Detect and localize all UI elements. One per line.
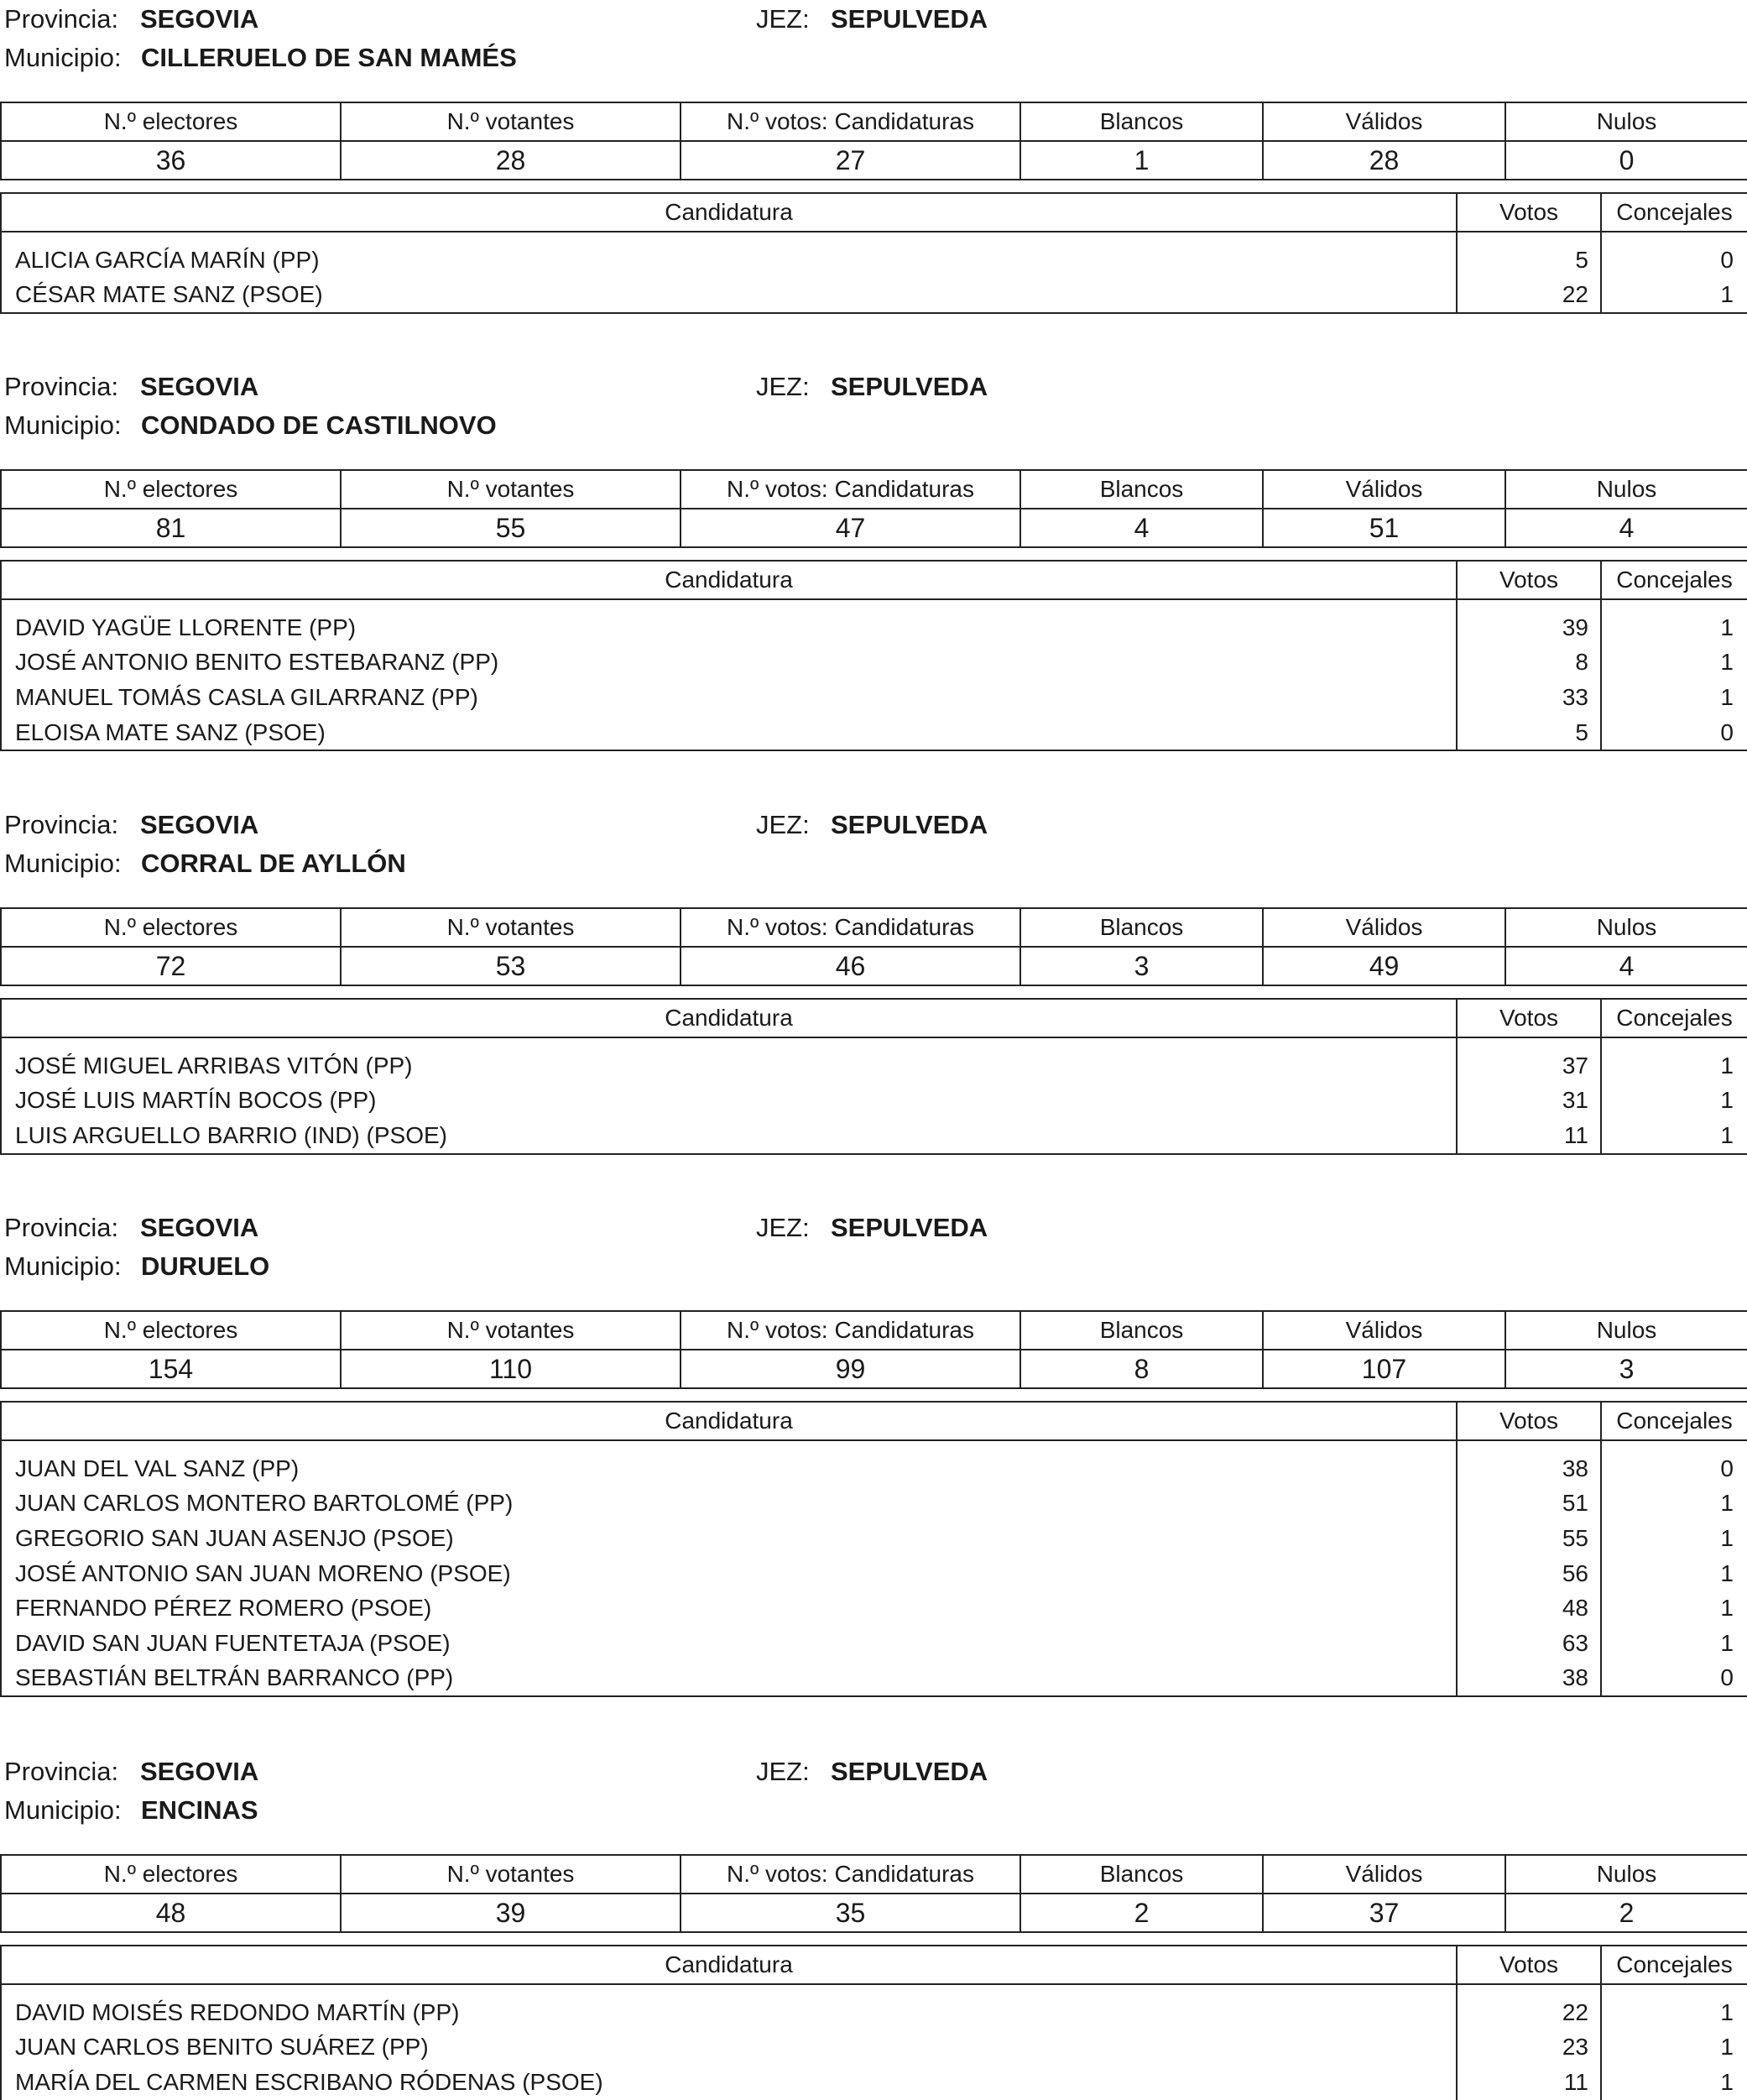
municipio-value: DURUELO (141, 1251, 270, 1281)
candidate-concejales: 0 (1601, 232, 1747, 278)
votantes-header: N.º votantes (341, 102, 681, 141)
candidate-name: JUAN CARLOS MONTERO BARTOLOMÉ (PP) (1, 1486, 1457, 1522)
nulos-header: Nulos (1505, 1855, 1747, 1894)
candidate-name: ELOISA MATE SANZ (PSOE) (1, 715, 1457, 751)
municipio-label: Municipio: (4, 849, 122, 878)
electores-value: 36 (1, 141, 341, 180)
municipio-label: Municipio: (4, 410, 122, 440)
candidates-table (0, 998, 1747, 1155)
votos_candidaturas-header: N.º votos: Candidaturas (681, 470, 1020, 509)
municipio-value: CONDADO DE CASTILNOVO (141, 410, 497, 440)
candidate-votes: 5 (1457, 715, 1601, 751)
candidate-votes: 11 (1457, 1118, 1601, 1154)
candidate-row (1, 2030, 1747, 2066)
candidates-table (0, 1945, 1747, 2100)
votos-header: Votos (1457, 561, 1601, 599)
candidates-header-row (1, 999, 1747, 1037)
municipio-label: Municipio: (4, 43, 122, 72)
provincia-value: SEGOVIA (140, 810, 259, 839)
candidatura-header: Candidatura (1, 1946, 1457, 1984)
votos_candidaturas-header: N.º votos: Candidaturas (681, 102, 1020, 141)
validos-value: 107 (1263, 1350, 1505, 1388)
nulos-value: 2 (1505, 1894, 1747, 1932)
summary-value-row (1, 509, 1747, 547)
summary-header-row (1, 470, 1747, 509)
nulos-header: Nulos (1505, 102, 1747, 141)
electores-header: N.º electores (1, 1855, 341, 1894)
candidate-votes: 8 (1457, 645, 1601, 681)
candidate-votes: 38 (1457, 1440, 1601, 1486)
electores-value: 72 (1, 947, 341, 985)
summary-value-row (1, 1350, 1747, 1388)
validos-value: 37 (1263, 1894, 1505, 1932)
candidate-row (1, 278, 1747, 314)
votantes-value: 53 (341, 947, 681, 985)
municipio-label: Municipio: (4, 1251, 122, 1281)
candidate-name: JUAN CARLOS BENITO SUÁREZ (PP) (1, 2030, 1457, 2066)
municipio-label: Municipio: (4, 1795, 122, 1825)
blancos-header: Blancos (1020, 470, 1263, 509)
validos-header: Válidos (1263, 102, 1505, 141)
votantes-header: N.º votantes (341, 1855, 681, 1894)
jez-value: SEPULVEDA (831, 1757, 988, 1786)
candidate-row (1, 1984, 1747, 2030)
candidates-header-row (1, 1946, 1747, 1984)
candidate-votes: 5 (1457, 232, 1601, 278)
candidate-votes: 56 (1457, 1556, 1601, 1591)
candidate-concejales: 1 (1601, 1591, 1747, 1626)
votos_candidaturas-value: 27 (681, 141, 1020, 180)
candidate-votes: 55 (1457, 1521, 1601, 1556)
candidatura-header: Candidatura (1, 999, 1457, 1037)
candidate-row (1, 599, 1747, 645)
section-header-provincia (0, 0, 1747, 39)
blancos-header: Blancos (1020, 908, 1263, 947)
candidatura-header: Candidatura (1, 561, 1457, 599)
validos-header: Válidos (1263, 470, 1505, 509)
candidate-concejales: 1 (1601, 2030, 1747, 2066)
summary-header-row (1, 1311, 1747, 1350)
electores-header: N.º electores (1, 470, 341, 509)
votos_candidaturas-header: N.º votos: Candidaturas (681, 908, 1020, 947)
votos-header: Votos (1457, 999, 1601, 1037)
candidate-row (1, 680, 1747, 715)
blancos-value: 8 (1020, 1350, 1263, 1388)
jez-value: SEPULVEDA (831, 372, 988, 401)
votos-header: Votos (1457, 193, 1601, 232)
candidatura-header: Candidatura (1, 1402, 1457, 1440)
summary-header-row (1, 1855, 1747, 1894)
candidate-row (1, 232, 1747, 278)
jez-value: SEPULVEDA (831, 810, 988, 839)
provincia-value: SEGOVIA (140, 4, 259, 34)
candidate-name: ALICIA GARCÍA MARÍN (PP) (1, 232, 1457, 278)
provincia-value: SEGOVIA (140, 372, 259, 401)
candidate-name: FERNANDO PÉREZ ROMERO (PSOE) (1, 1591, 1457, 1626)
candidate-concejales: 1 (1601, 278, 1747, 314)
votos_candidaturas-value: 47 (681, 509, 1020, 547)
votos_candidaturas-value: 35 (681, 1894, 1020, 1932)
candidate-concejales: 1 (1601, 599, 1747, 645)
nulos-value: 4 (1505, 509, 1747, 547)
electores-value: 48 (1, 1894, 341, 1932)
candidate-votes: 51 (1457, 1486, 1601, 1522)
candidate-votes: 37 (1457, 1037, 1601, 1084)
candidate-row (1, 1556, 1747, 1591)
votos-header: Votos (1457, 1402, 1601, 1440)
provincia-label: Provincia: (4, 372, 119, 401)
candidate-row (1, 1661, 1747, 1697)
candidates-table (0, 1401, 1747, 1697)
blancos-value: 1 (1020, 141, 1263, 180)
candidate-votes: 22 (1457, 278, 1601, 314)
candidate-concejales: 1 (1601, 1486, 1747, 1522)
blancos-value: 3 (1020, 947, 1263, 985)
votantes-value: 28 (341, 141, 681, 180)
candidate-row (1, 1521, 1747, 1556)
jez-value: SEPULVEDA (831, 4, 988, 34)
candidate-votes: 38 (1457, 1661, 1601, 1697)
provincia-value: SEGOVIA (140, 1213, 259, 1242)
concejales-header: Concejales (1601, 999, 1747, 1037)
validos-header: Válidos (1263, 1855, 1505, 1894)
provincia-label: Provincia: (4, 1213, 119, 1242)
candidate-votes: 63 (1457, 1626, 1601, 1661)
concejales-header: Concejales (1601, 561, 1747, 599)
candidate-row (1, 715, 1747, 751)
candidate-votes: 33 (1457, 680, 1601, 715)
electores-header: N.º electores (1, 1311, 341, 1350)
candidate-name: JOSÉ MIGUEL ARRIBAS VITÓN (PP) (1, 1037, 1457, 1084)
validos-value: 28 (1263, 141, 1505, 180)
votos_candidaturas-header: N.º votos: Candidaturas (681, 1311, 1020, 1350)
candidate-name: CÉSAR MATE SANZ (PSOE) (1, 278, 1457, 314)
provincia-value: SEGOVIA (140, 1757, 259, 1786)
electores-header: N.º electores (1, 102, 341, 141)
candidate-votes: 22 (1457, 1984, 1601, 2030)
candidate-concejales: 0 (1601, 1661, 1747, 1697)
section-header-provincia (0, 806, 1747, 844)
nulos-value: 3 (1505, 1350, 1747, 1388)
blancos-value: 2 (1020, 1894, 1263, 1932)
votos_candidaturas-value: 46 (681, 947, 1020, 985)
candidate-concejales: 0 (1601, 1440, 1747, 1486)
municipio-value: CILLERUELO DE SAN MAMÉS (141, 43, 517, 72)
candidate-name: DAVID YAGÜE LLORENTE (PP) (1, 599, 1457, 645)
validos-header: Válidos (1263, 1311, 1505, 1350)
candidate-row (1, 1626, 1747, 1661)
candidate-row (1, 645, 1747, 681)
validos-value: 49 (1263, 947, 1505, 985)
summary-value-row (1, 1894, 1747, 1932)
candidatura-header: Candidatura (1, 193, 1457, 232)
validos-value: 51 (1263, 509, 1505, 547)
candidate-row (1, 1440, 1747, 1486)
vote-summary-table (0, 907, 1747, 986)
electores-value: 81 (1, 509, 341, 547)
candidate-row (1, 1084, 1747, 1119)
section-header-municipio (0, 406, 1747, 445)
municipio-value: CORRAL DE AYLLÓN (141, 849, 406, 878)
electores-value: 154 (1, 1350, 341, 1388)
candidate-votes: 31 (1457, 1084, 1601, 1119)
concejales-header: Concejales (1601, 1946, 1747, 1984)
candidate-name: LUIS ARGUELLO BARRIO (IND) (PSOE) (1, 1118, 1457, 1154)
candidate-name: JOSÉ ANTONIO BENITO ESTEBARANZ (PP) (1, 645, 1457, 681)
electores-header: N.º electores (1, 908, 341, 947)
provincia-label: Provincia: (4, 1757, 119, 1786)
candidate-name: GREGORIO SAN JUAN ASENJO (PSOE) (1, 1521, 1457, 1556)
summary-header-row (1, 908, 1747, 947)
candidates-table (0, 560, 1747, 751)
section-header-provincia (0, 1753, 1747, 1791)
nulos-header: Nulos (1505, 1311, 1747, 1350)
votantes-value: 39 (341, 1894, 681, 1932)
jez-label: JEZ: (756, 810, 810, 839)
candidate-name: MARÍA DEL CARMEN ESCRIBANO RÓDENAS (PSOE) (1, 2065, 1457, 2100)
candidate-row (1, 1486, 1747, 1522)
section-header-provincia (0, 1209, 1747, 1247)
candidates-header-row (1, 193, 1747, 232)
candidate-votes: 11 (1457, 2065, 1601, 2100)
candidate-row (1, 2065, 1747, 2100)
candidate-concejales: 1 (1601, 1984, 1747, 2030)
nulos-header: Nulos (1505, 908, 1747, 947)
candidate-name: MANUEL TOMÁS CASLA GILARRANZ (PP) (1, 680, 1457, 715)
candidate-concejales: 1 (1601, 2065, 1747, 2100)
blancos-header: Blancos (1020, 102, 1263, 141)
candidate-row (1, 1037, 1747, 1084)
validos-header: Válidos (1263, 908, 1505, 947)
jez-label: JEZ: (756, 1213, 810, 1242)
blancos-header: Blancos (1020, 1311, 1263, 1350)
nulos-header: Nulos (1505, 470, 1747, 509)
votantes-value: 110 (341, 1350, 681, 1388)
section-header-municipio (0, 844, 1747, 883)
vote-summary-table (0, 469, 1747, 548)
candidate-votes: 48 (1457, 1591, 1601, 1626)
candidate-concejales: 1 (1601, 645, 1747, 681)
votos_candidaturas-header: N.º votos: Candidaturas (681, 1855, 1020, 1894)
votos-header: Votos (1457, 1946, 1601, 1984)
jez-value: SEPULVEDA (831, 1213, 988, 1242)
candidate-row (1, 1591, 1747, 1626)
candidate-concejales: 1 (1601, 1626, 1747, 1661)
summary-value-row (1, 141, 1747, 180)
vote-summary-table (0, 1310, 1747, 1389)
summary-header-row (1, 102, 1747, 141)
provincia-label: Provincia: (4, 810, 119, 839)
candidate-concejales: 1 (1601, 1037, 1747, 1084)
section-header-municipio (0, 1247, 1747, 1286)
candidate-concejales: 1 (1601, 1556, 1747, 1591)
provincia-label: Provincia: (4, 4, 119, 34)
nulos-value: 0 (1505, 141, 1747, 180)
votos_candidaturas-value: 99 (681, 1350, 1020, 1388)
candidate-votes: 39 (1457, 599, 1601, 645)
votantes-header: N.º votantes (341, 470, 681, 509)
vote-summary-table (0, 102, 1747, 180)
municipio-value: ENCINAS (141, 1795, 258, 1825)
candidate-concejales: 1 (1601, 680, 1747, 715)
vote-summary-table (0, 1854, 1747, 1933)
section-header-provincia (0, 368, 1747, 406)
jez-label: JEZ: (756, 372, 810, 401)
candidate-concejales: 1 (1601, 1084, 1747, 1119)
jez-label: JEZ: (756, 1757, 810, 1786)
candidate-concejales: 1 (1601, 1521, 1747, 1556)
blancos-header: Blancos (1020, 1855, 1263, 1894)
concejales-header: Concejales (1601, 193, 1747, 232)
candidate-name: JOSÉ LUIS MARTÍN BOCOS (PP) (1, 1084, 1457, 1119)
jez-label: JEZ: (756, 4, 810, 34)
votantes-value: 55 (341, 509, 681, 547)
summary-value-row (1, 947, 1747, 985)
section-header-municipio (0, 39, 1747, 77)
votantes-header: N.º votantes (341, 1311, 681, 1350)
candidate-row (1, 1118, 1747, 1154)
concejales-header: Concejales (1601, 1402, 1747, 1440)
candidate-name: JOSÉ ANTONIO SAN JUAN MORENO (PSOE) (1, 1556, 1457, 1591)
votantes-header: N.º votantes (341, 908, 681, 947)
candidate-votes: 23 (1457, 2030, 1601, 2066)
candidate-name: DAVID MOISÉS REDONDO MARTÍN (PP) (1, 1984, 1457, 2030)
candidates-table (0, 192, 1747, 314)
candidate-name: DAVID SAN JUAN FUENTETAJA (PSOE) (1, 1626, 1457, 1661)
candidate-concejales: 1 (1601, 1118, 1747, 1154)
nulos-value: 4 (1505, 947, 1747, 985)
candidate-name: JUAN DEL VAL SANZ (PP) (1, 1440, 1457, 1486)
candidate-name: SEBASTIÁN BELTRÁN BARRANCO (PP) (1, 1661, 1457, 1697)
candidates-header-row (1, 1402, 1747, 1440)
candidates-header-row (1, 561, 1747, 599)
section-header-municipio (0, 1791, 1747, 1830)
candidate-concejales: 0 (1601, 715, 1747, 751)
blancos-value: 4 (1020, 509, 1263, 547)
